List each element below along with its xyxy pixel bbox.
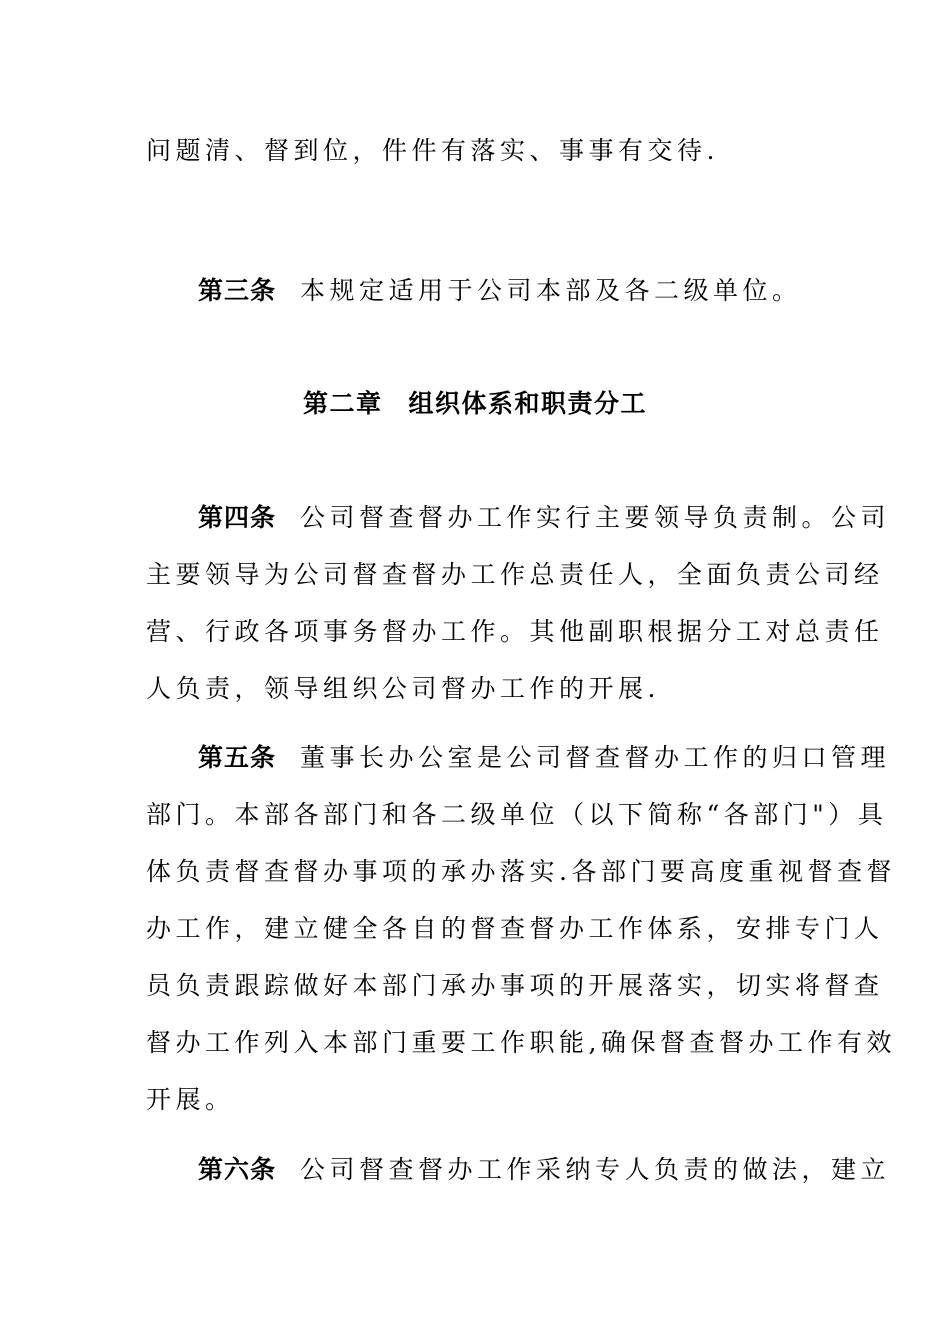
article-text: 公司督查督办工作实行主要领导负责制。公司: [300, 503, 891, 532]
article-text: 公司督查督办工作采纳专人负责的做法，建立: [300, 1155, 891, 1184]
article-5: [198, 743, 891, 773]
paragraph-line: 开展。: [146, 1085, 235, 1114]
article-3: [198, 276, 878, 306]
paragraph-line: 问题清、督到位，件件有落实、事事有交待.: [146, 136, 719, 165]
paragraph-line: 主要领导为公司督查督办工作总责任人，全面负责公司经: [146, 560, 884, 589]
article-label: 第五条: [198, 743, 277, 772]
chapter-title: 组织体系和职责分工: [408, 389, 648, 418]
article-4: [198, 503, 891, 533]
article-text: 本规定适用于公司本部及各二级单位。: [300, 276, 802, 305]
article-label: 第四条: [198, 503, 277, 532]
article-label: 第六条: [198, 1155, 277, 1184]
article-text: 董事长办公室是公司督查督办工作的归口管理: [300, 743, 891, 772]
paragraph-line: 人负责，领导组织公司督办工作的开展.: [146, 674, 660, 703]
paragraph-line: 部门。本部各部门和各二级单位（以下简称“各部门"）具: [146, 800, 888, 829]
paragraph-line: 督办工作列入本部门重要工作职能,确保督查督办工作有效: [146, 1028, 896, 1057]
chapter-heading: [0, 389, 950, 419]
paragraph-line: 办工作，建立健全各自的督查督办工作体系，安排专门人: [146, 914, 884, 943]
paragraph-line: 体负责督查督办事项的承办落实.各部门要高度重视督查督: [146, 857, 896, 886]
article-label: 第三条: [198, 276, 277, 305]
paragraph-line: 员负责跟踪做好本部门承办事项的开展落实，切实将督查: [146, 971, 884, 1000]
paragraph-line: 营、行政各项事务督办工作。其他副职根据分工对总责任: [146, 617, 884, 646]
article-6: [198, 1155, 891, 1185]
chapter-number: 第二章: [302, 389, 383, 418]
